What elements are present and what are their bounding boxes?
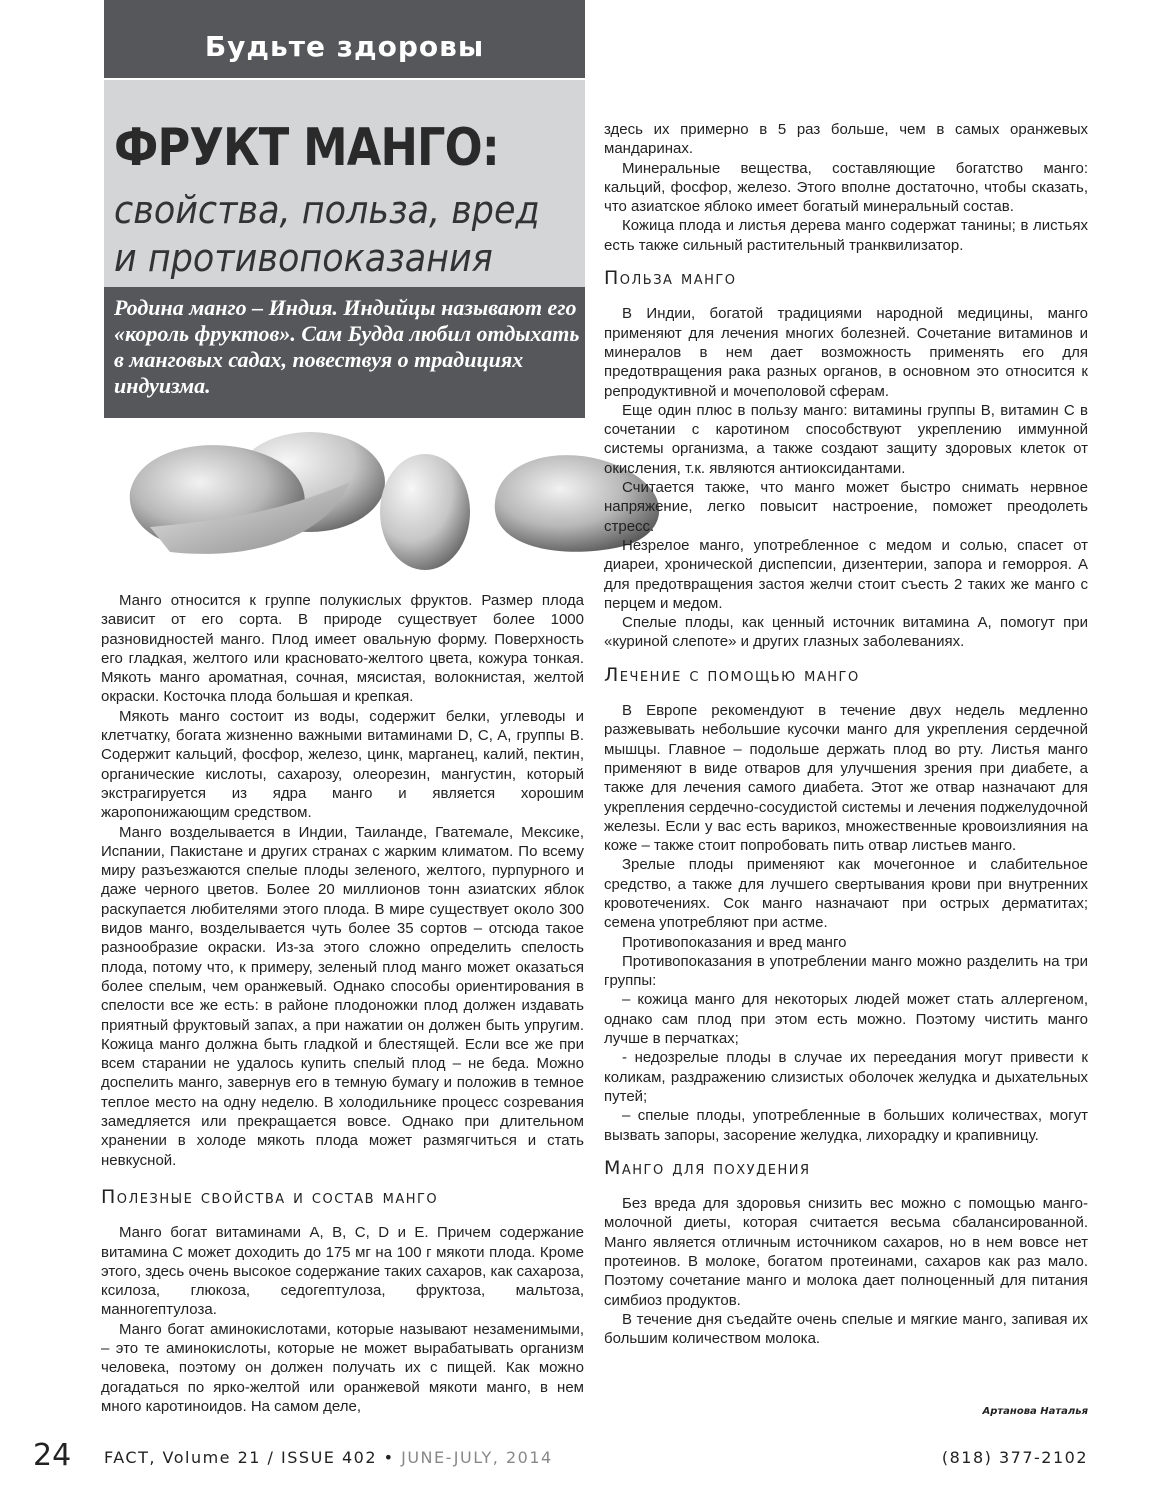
paragraph: Незрелое манго, употребленное с медом и солью, спасет от диареи, хронической диспепсии, дизентерии, запора и геморроя. А для предотвращения застоя желчи стоит съесть 2 таких же манго с перцем и медом. bbox=[604, 536, 1088, 612]
paragraph: Кожица плода и листья дерева манго содержат танины; в листьях есть также сильный растительный транквилизатор. bbox=[604, 217, 1088, 254]
paragraph: Манго относится к группе полукислых фруктов. Размер плода зависит от его сорта. В природе существует более 1000 разновидностей манго. Плод имеет овальную форму. Поверхность его гладкая, желтого или красновато-желтого цвета, кожура тонкая. Мякоть манго ароматная, сочная, мясистая, волокнистая, желтой окраски. Косточка плода большая и крепкая. bbox=[101, 592, 584, 706]
heading-diet: Манго для похудения bbox=[604, 1156, 811, 1179]
paragraph: Зрелые плоды применяют как мочегонное и слабительное средство, а также для лучшего свертывания крови при внутренних кровотечениях. Сок манго назначают при острых дерматитах; семена употребляют при астме. bbox=[604, 856, 1088, 932]
heading-treatment: Лечение с помощью манго bbox=[604, 663, 860, 686]
issue-date: JUNE-JULY, 2014 bbox=[401, 1448, 553, 1467]
paragraph: – кожица манго для некоторых людей может стать аллергеном, однако сам плод при этом есть можно. Поэтому чистить манго лучше в перчатках; bbox=[604, 991, 1088, 1048]
paragraph: Манго богат аминокислотами, которые называют незаменимыми, – это те аминокислоты, которые не может вырабатывать организм человека, поэтому он должен получать их с пищей. Как можно догадаться по ярко-желтой или оранжевой мякоти манго, в нем много каротиноидов. На самом деле, bbox=[101, 1320, 584, 1415]
paragraph: здесь их примерно в 5 раз больше, чем в самых оранжевых мандаринах. bbox=[604, 121, 1088, 158]
heading-benefit: Польза манго bbox=[604, 267, 737, 290]
phone-number: (818) 377-2102 bbox=[941, 1448, 1088, 1467]
article-title: ФРУКТ МАНГО: bbox=[114, 118, 499, 178]
mango-small bbox=[380, 454, 470, 570]
page-footer bbox=[0, 1438, 1156, 1478]
title-box bbox=[104, 80, 585, 287]
paragraph: Манго богат витаминами А, В, С, D и Е. Причем содержание витамина С может доходить до 175 мг на 100 г мякоти плода. Кроме этого, здесь очень высокое содержание таких сахаров, как сахароза, ксилоза, глюкоза, седогептулоза, фруктоза, мальтоза, манногептулоза. bbox=[101, 1224, 584, 1319]
paragraph: В Индии, богатой традициями народной медицины, манго применяют для лечения многих болезней. Сочетание витаминов и минералов в нем дает возможность применять его для предотвращения рака разных органов, в основном это относится к репродуктивной и мочеполовой сферам. bbox=[604, 305, 1088, 400]
heading-useful-properties: Полезные свойства и состав манго bbox=[101, 1185, 439, 1208]
author-signature: Артанова Наталья bbox=[982, 1406, 1088, 1417]
mango-photo bbox=[110, 422, 670, 582]
paragraph: Минеральные вещества, составляющие богатство манго: кальций, фосфор, железо. Этого вполне достаточно, чтобы сказать, что азиатское яблоко имеет богатый минеральный состав. bbox=[604, 159, 1088, 216]
article-column-left bbox=[101, 591, 584, 1416]
article-subtitle bbox=[114, 186, 540, 282]
paragraph: – спелые плоды, употребленные в больших количествах, могут вызвать запоры, засорение желудка, лихорадку и крапивницу. bbox=[604, 1107, 1088, 1144]
paragraph: Противопоказания и вред манго bbox=[622, 933, 847, 951]
subtitle-line-2: и противопоказания bbox=[114, 236, 493, 280]
paragraph: Еще один плюс в пользу манго: витамины группы В, витамин С в сочетании с каротином способствуют укреплению иммунной системы организма, а также создают защиту здоровых клеток от окисления, т.к. являются антиоксидантами. bbox=[604, 401, 1088, 477]
page-number: 24 bbox=[33, 1438, 72, 1473]
paragraph: Противопоказания в употреблении манго можно разделить на три группы: bbox=[604, 952, 1088, 990]
publication-info bbox=[104, 1448, 553, 1467]
section-header-bar bbox=[104, 0, 585, 78]
subtitle-line-1: свойства, польза, вред bbox=[114, 188, 540, 232]
section-title: Будьте здоровы bbox=[204, 30, 485, 63]
paragraph: Без вреда для здоровья снизить вес можно с помощью манго-молочной диеты, которая считается весьма сбалансированной. Манго является отличным источником сахаров, но в нем вовсе нет протеинов. В молоке, богатом протеинами, сахаров как раз мало. Поэтому сочетание манго и молока дает полноценный для питания симбиоз продуктов. bbox=[604, 1195, 1088, 1309]
paragraph: Мякоть манго состоит из воды, содержит белки, углеводы и клетчатку, богата жизненно важными витаминами D, C, A, группы В. Содержит кальций, фосфор, железо, цинк, марганец, калий, пектин, органические кислоты, сахарозу, олеорезин, мангустин, который экстрагируется из ядра манго и является хорошим жаропонижающим средством. bbox=[101, 707, 584, 822]
paragraph: Считается также, что манго может быстро снимать нервное напряжение, легко повысит настроение, поможет преодолеть стресс. bbox=[604, 479, 1088, 535]
paragraph: - недозрелые плоды в случае их переедания могут привести к коликам, раздражению слизистых оболочек желудка и дыхательных путей; bbox=[604, 1049, 1088, 1105]
article-column-right bbox=[604, 120, 1088, 1349]
lead-box bbox=[104, 287, 585, 418]
paragraph: В течение дня съедайте очень спелые и мягкие манго, запивая их большим количеством молока. bbox=[604, 1310, 1088, 1348]
publication-name: FACT, Volume 21 / ISSUE 402 • bbox=[104, 1448, 395, 1467]
paragraph: Манго возделывается в Индии, Таиланде, Гватемале, Мексике, Испании, Пакистане и других странах с жарким климатом. По всему миру разъезжаются спелые плоды зеленого, желтого, пурпурного и даже черного цветов. Более 20 миллионов тонн азиатских яблок раскупается любителями этого плода. В мире существует около 300 видов манго, возделывается чуть более 35 сортов – отсюда такое разнообразие окраски. Из-за этого сложно определить спелость плода, потому что, к примеру, зеленый плод манго может оказаться более спелым, чем оранжевый. Однако способы ориентирования в спелости все же есть: в районе плодоножки плод должен издавать приятный фруктовый запах, а при нажатии он должен быть упругим. Кожица манго должна быть гладкой и блестящей. Если все же при всем старании не удалось купить спелый плод – не беда. Можно доспелить манго, завернув его в темную бумагу и положив в темное теплое место на одну неделю. В холодильнике процесс созревания замедляется или прекращается вовсе. Однако при длительном хранении в холоде мякоть плода может размягчиться и стать невкусной. bbox=[101, 823, 584, 1169]
lead-text: Родина манго – Индия. Индийцы называют его «король фруктов». Сам Будда любил отдыхать в манговых садах, повествуя о традициях индуизма. bbox=[114, 295, 580, 398]
paragraph: В Европе рекомендуют в течение двух недель медленно разжевывать небольшие кусочки манго для укрепления сердечной мышцы. Главное – подольше держать плод во рту. Листья манго применяют в виде отваров для улучшения зрения при диабете, а также для лечения самого диабета. Этот же отвар назначают для укрепления сердечно-сосудистой системы и лечения поджелудочной железы. Если у вас есть варикоз, множественные кровоизлияния на коже – также стоит попробовать пить отвар листьев манго. bbox=[604, 702, 1088, 855]
paragraph: Спелые плоды, как ценный источник витамина А, помогут при «куриной слепоте» и других глазных заболеваниях. bbox=[604, 614, 1088, 651]
